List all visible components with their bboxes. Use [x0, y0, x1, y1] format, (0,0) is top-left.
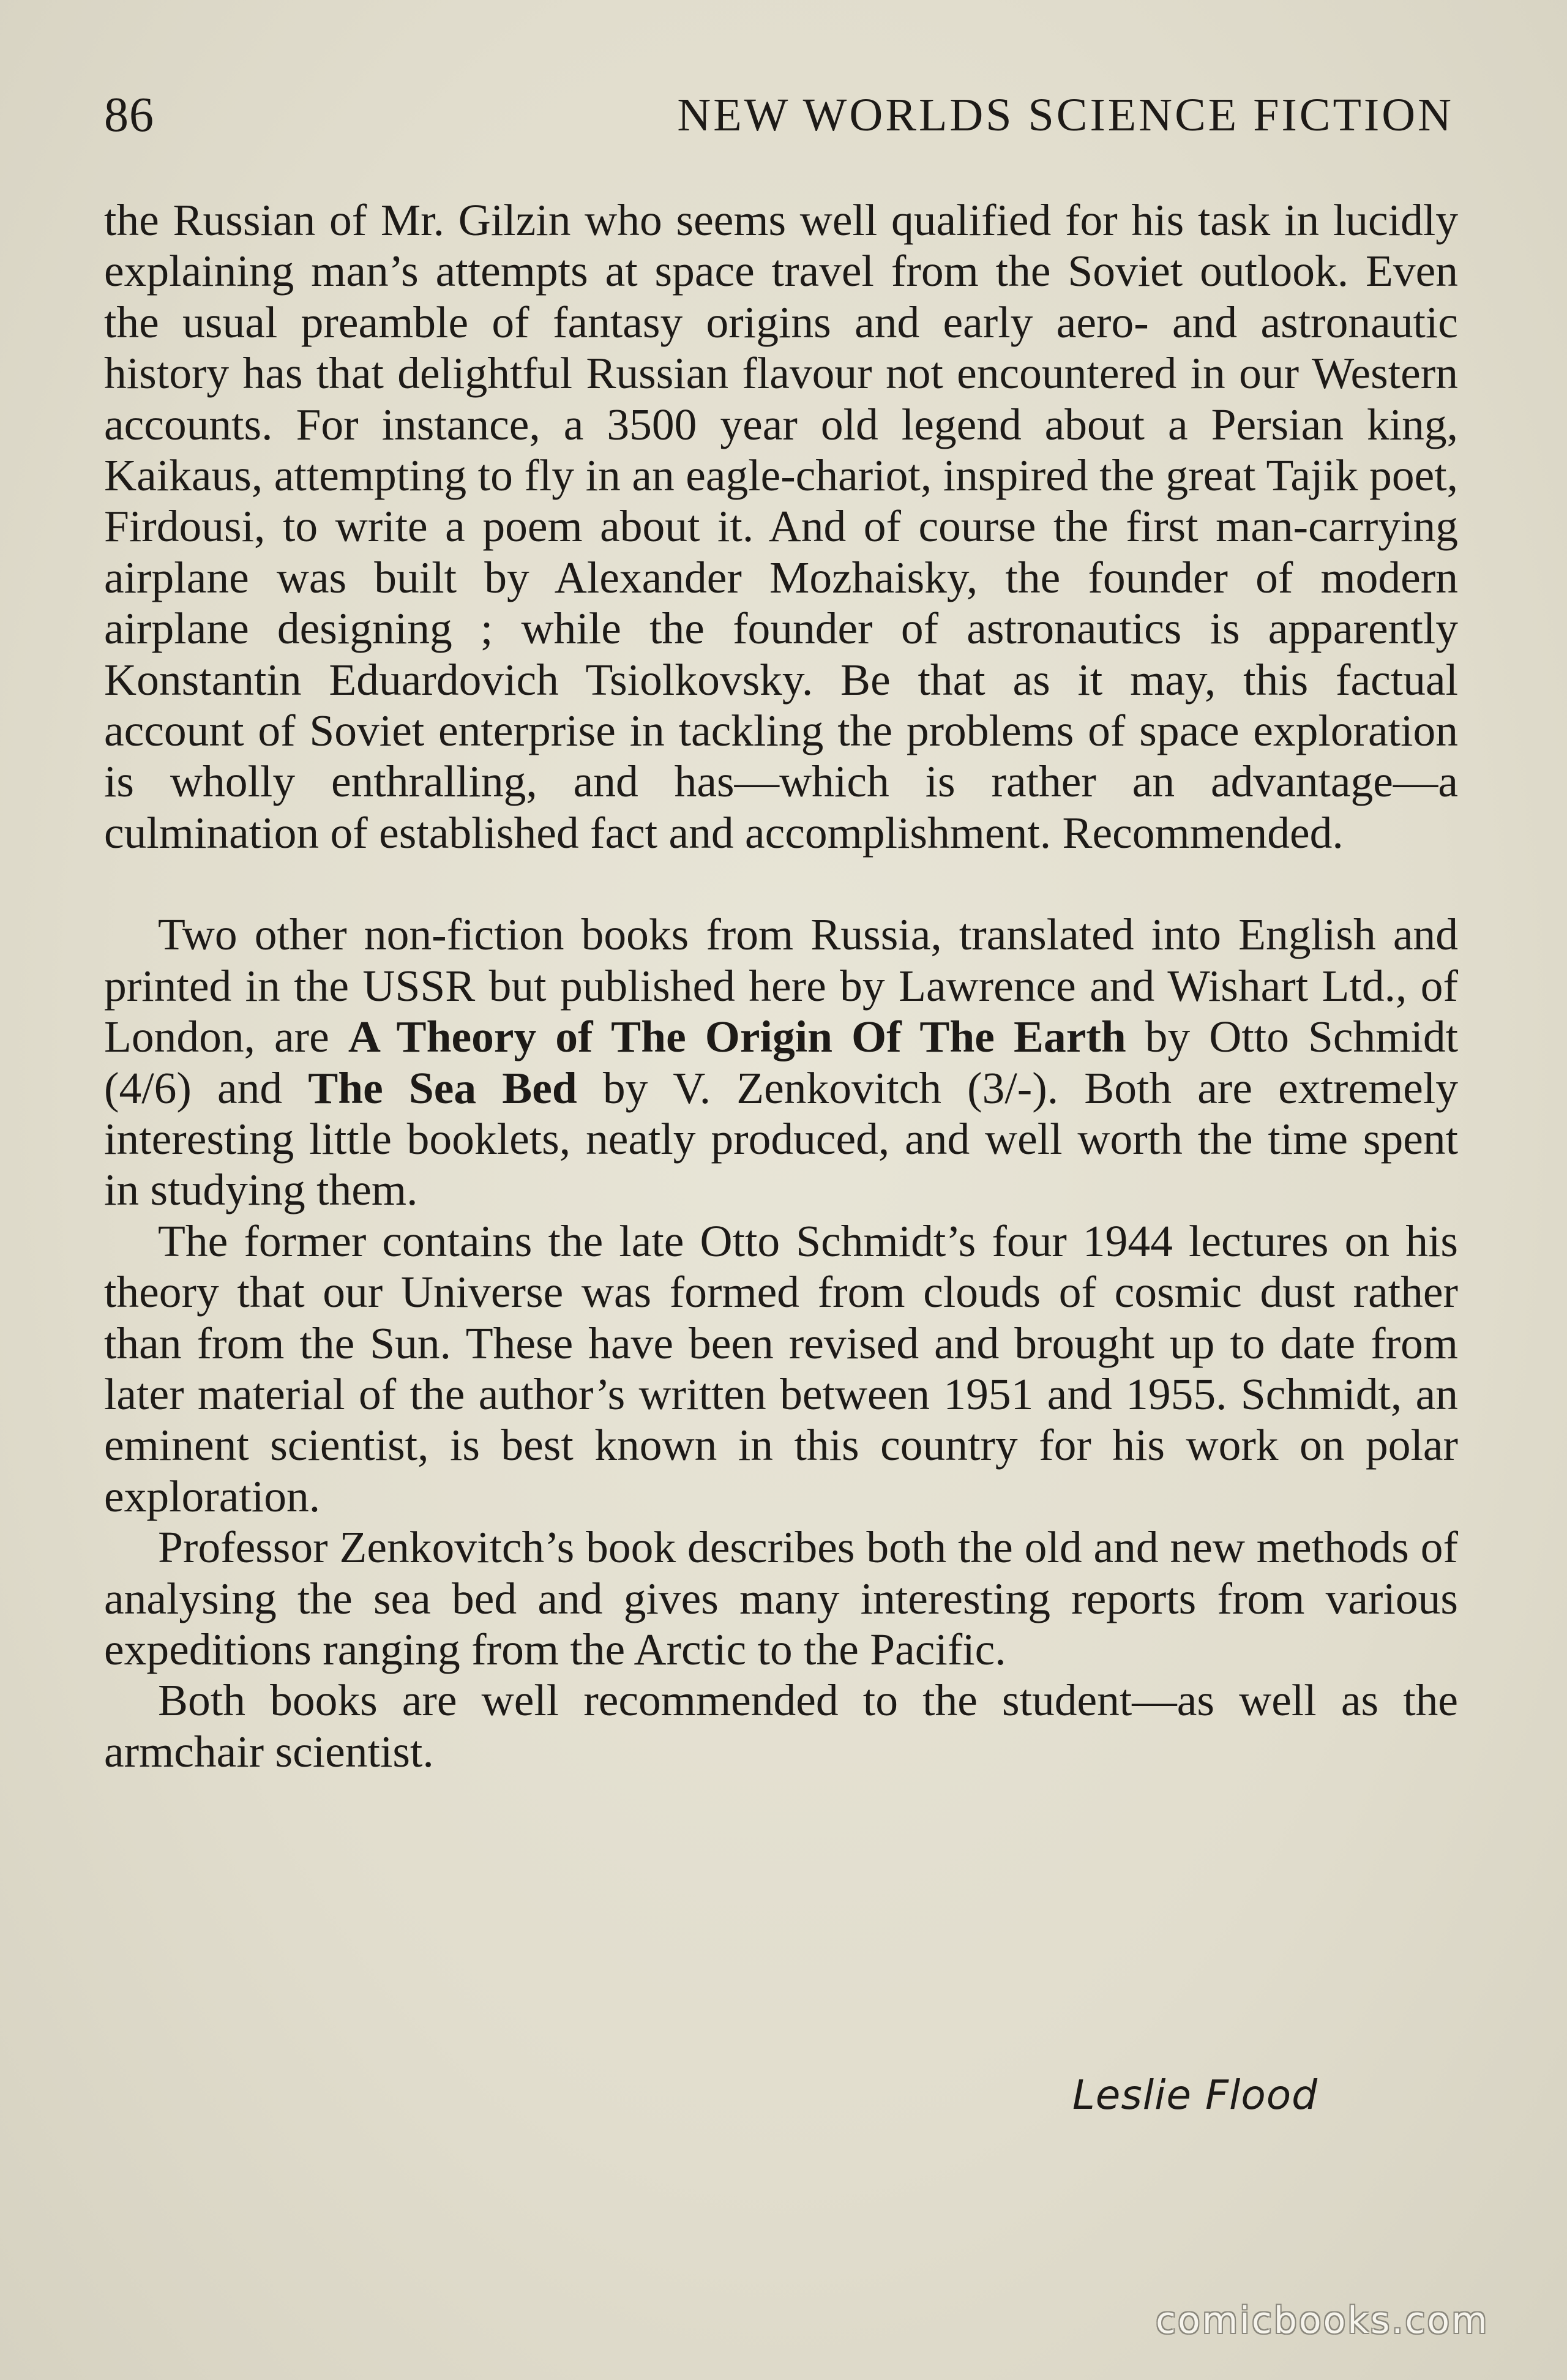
book-title-sea-bed: The Sea Bed: [308, 1063, 577, 1113]
paragraph-2-text-c: by V. Zenkovitch (3/-). Both are extremely interesting little booklets, neatly produced, and well worth the time spent in studying them.: [104, 1063, 1458, 1215]
author-signature: Leslie Flood: [1072, 2071, 1318, 2119]
book-title-origin-of-earth: A Theory of The Origin Of The Earth: [348, 1012, 1126, 1062]
paragraph-5: Both books are well recommended to the student—as well as the armchair scientist.: [104, 1675, 1458, 1776]
paragraph-2-text-b: by Otto Schmidt (4/6) and: [104, 1012, 1458, 1113]
paragraph-1: the Russian of Mr. Gilzin who seems well qualified for his task in lucidly explaining man’s attempts at space travel from the Soviet outlook. Even the usual preamble of fantasy origins and early aero- and astronautic history has that delightful Russian flavour not encountered in our Western accounts. For instance, a 3500 year old legend about a Persian king, Kaikaus, attempting to fly in an eagle-chariot, inspired the great Tajik poet, Firdousi, to write a poem about it. And of course the first man-carrying airplane was built by Alexander Mozhaisky, the founder of modern airplane designing ; while the founder of astronautics is apparently Konstantin Eduardovich Tsiolkovsky. Be that as it may, this factual account of Soviet enterprise in tackling the problems of space exploration is wholly enthralling, and has—which is rather an advantage—a culmination of established fact and accomplishment. Recommended.: [104, 195, 1458, 858]
page-number: 86: [104, 88, 154, 142]
paragraph-3: The former contains the late Otto Schmidt’s four 1944 lectures on his theory that our Universe was formed from clouds of cosmic dust rather than from the Sun. These have been revised and brought up to date from later material of the author’s written between 1951 and 1955. Schmidt, an eminent scientist, is best known in this country for his work on polar exploration.: [104, 1216, 1458, 1521]
article-body: [104, 195, 1458, 1777]
paragraph-2: [104, 909, 1458, 1215]
paragraph-4: Professor Zenkovitch’s book describes both the old and new methods of analysing the sea bed and gives many interesting reports from various expeditions ranging from the Arctic to the Pacific.: [104, 1522, 1458, 1674]
paragraph-2-text-a: Two other non-fiction books from Russia, translated into English and printed in the USSR but published here by Lawrence and Wishart Ltd., of London, are: [104, 910, 1458, 1062]
page-header: [104, 84, 1454, 146]
running-title: NEW WORLDS SCIENCE FICTION: [677, 89, 1454, 141]
watermark: comicbooks.com: [1156, 2299, 1489, 2342]
